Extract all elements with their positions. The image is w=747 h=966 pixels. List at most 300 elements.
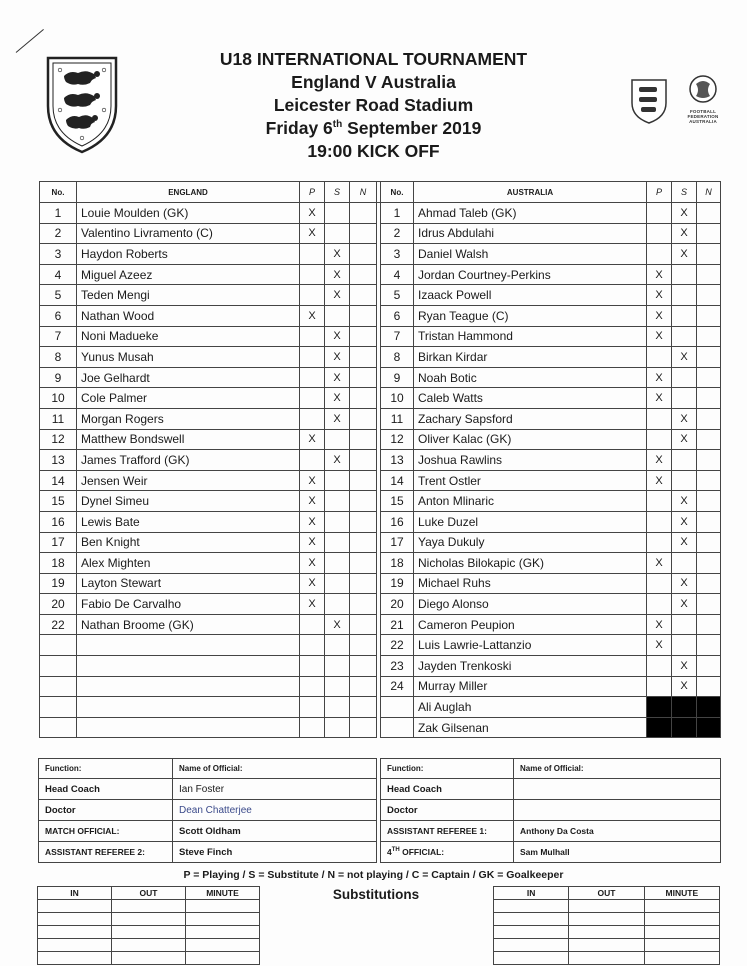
squad-row — [40, 717, 721, 738]
australia-substitute-mark: X — [672, 408, 697, 429]
england-player-number — [40, 635, 77, 656]
australia-player-name: Izaack Powell — [414, 285, 647, 306]
england-not-playing-mark — [350, 656, 377, 677]
england-player-number: 17 — [40, 532, 77, 553]
squad-row — [40, 553, 721, 574]
australia-playing-mark — [647, 223, 672, 244]
england-substitute-mark — [325, 429, 350, 450]
australia-player-number: 21 — [381, 614, 414, 635]
england-playing-mark — [300, 388, 325, 409]
australia-not-playing-mark — [697, 367, 721, 388]
australia-not-playing-mark — [697, 573, 721, 594]
england-player-name: Joe Gelhardt — [77, 367, 300, 388]
australia-playing-mark: X — [647, 388, 672, 409]
england-not-playing-mark — [350, 223, 377, 244]
australia-player-number: 4 — [381, 264, 414, 285]
subs-in-label: IN — [38, 887, 112, 900]
australia-player-name: Oliver Kalac (GK) — [414, 429, 647, 450]
official-function: Head Coach — [381, 779, 514, 800]
australia-not-playing-mark — [697, 697, 721, 718]
england-player-number — [40, 656, 77, 677]
australia-player-name: Diego Alonso — [414, 594, 647, 615]
australia-not-playing-mark — [697, 553, 721, 574]
australia-substitute-mark: X — [672, 347, 697, 368]
australia-not-playing-mark — [697, 676, 721, 697]
england-substitute-mark — [325, 594, 350, 615]
england-playing-mark: X — [300, 305, 325, 326]
england-player-name — [77, 656, 300, 677]
australia-player-number — [381, 717, 414, 738]
col-n-england: N — [350, 182, 377, 203]
england-player-number: 5 — [40, 285, 77, 306]
subs-out-label: OUT — [569, 887, 644, 900]
england-playing-mark — [300, 367, 325, 388]
australia-playing-mark — [647, 429, 672, 450]
australia-not-playing-mark — [697, 532, 721, 553]
england-not-playing-mark — [350, 326, 377, 347]
england-substitute-mark: X — [325, 408, 350, 429]
england-player-name: Haydon Roberts — [77, 244, 300, 265]
legend-text: P = Playing / S = Substitute / N = not playing / C = Captain / GK = Goalkeeper — [183, 869, 564, 881]
squad-header-row — [40, 182, 721, 203]
australia-substitute-mark — [672, 470, 697, 491]
australia-player-number: 11 — [381, 408, 414, 429]
australia-player-name: Ali Auglah — [414, 697, 647, 718]
australia-player-name: Birkan Kirdar — [414, 347, 647, 368]
england-substitute-mark — [325, 553, 350, 574]
england-playing-mark — [300, 717, 325, 738]
australia-substitute-mark — [672, 305, 697, 326]
australia-substitute-mark — [672, 697, 697, 718]
england-playing-mark: X — [300, 470, 325, 491]
england-player-number: 9 — [40, 367, 77, 388]
england-substitute-mark: X — [325, 450, 350, 471]
england-substitute-mark: X — [325, 264, 350, 285]
england-player-number: 6 — [40, 305, 77, 326]
australia-player-number: 23 — [381, 656, 414, 677]
squad-row — [40, 697, 721, 718]
england-player-name: Noni Madueke — [77, 326, 300, 347]
squad-row — [40, 244, 721, 265]
australia-player-name: Jordan Courtney-Perkins — [414, 264, 647, 285]
england-playing-mark — [300, 244, 325, 265]
england-playing-mark — [300, 264, 325, 285]
australia-player-name: Joshua Rawlins — [414, 450, 647, 471]
england-not-playing-mark — [350, 511, 377, 532]
england-not-playing-mark — [350, 367, 377, 388]
australia-player-number: 8 — [381, 347, 414, 368]
england-playing-mark — [300, 614, 325, 635]
australia-player-name: Luke Duzel — [414, 511, 647, 532]
col-s-australia: S — [672, 182, 697, 203]
england-not-playing-mark — [350, 408, 377, 429]
england-substitute-mark — [325, 305, 350, 326]
australia-playing-mark — [647, 511, 672, 532]
australia-substitute-mark — [672, 553, 697, 574]
australia-playing-mark — [647, 717, 672, 738]
england-player-number — [40, 676, 77, 697]
england-player-number: 12 — [40, 429, 77, 450]
col-p-australia: P — [647, 182, 672, 203]
england-player-name: James Trafford (GK) — [77, 450, 300, 471]
england-player-number: 2 — [40, 223, 77, 244]
australia-substitute-mark — [672, 450, 697, 471]
fixture-title: England V Australia — [291, 72, 456, 92]
england-not-playing-mark — [350, 429, 377, 450]
england-not-playing-mark — [350, 697, 377, 718]
england-not-playing-mark — [350, 450, 377, 471]
australia-substitute-mark: X — [672, 532, 697, 553]
squad-row — [40, 470, 721, 491]
squad-row — [40, 511, 721, 532]
australia-not-playing-mark — [697, 326, 721, 347]
australia-player-name: Anton Mlinaric — [414, 491, 647, 512]
england-substitute-mark — [325, 573, 350, 594]
australia-substitute-mark: X — [672, 223, 697, 244]
australia-player-name: Tristan Hammond — [414, 326, 647, 347]
england-player-number: 16 — [40, 511, 77, 532]
england-substitute-mark — [325, 511, 350, 532]
official-name — [514, 779, 721, 800]
england-player-name: Nathan Wood — [77, 305, 300, 326]
england-not-playing-mark — [350, 614, 377, 635]
australia-playing-mark — [647, 491, 672, 512]
squad-row — [40, 450, 721, 471]
official-name-label: Name of Official: — [173, 759, 377, 779]
col-n-australia: N — [697, 182, 721, 203]
australia-substitute-mark: X — [672, 656, 697, 677]
australia-playing-mark: X — [647, 635, 672, 656]
australia-playing-mark: X — [647, 264, 672, 285]
england-not-playing-mark — [350, 635, 377, 656]
england-substitute-mark — [325, 717, 350, 738]
col-england: ENGLAND — [77, 182, 300, 203]
england-substitute-mark — [325, 656, 350, 677]
england-player-number: 8 — [40, 347, 77, 368]
england-player-name — [77, 635, 300, 656]
england-player-name: Louie Moulden (GK) — [77, 203, 300, 224]
australia-player-number — [381, 697, 414, 718]
squad-row — [40, 429, 721, 450]
australia-player-number: 15 — [381, 491, 414, 512]
subs-out-label: OUT — [112, 887, 186, 900]
subs-in-label: IN — [494, 887, 569, 900]
australia-player-number: 14 — [381, 470, 414, 491]
england-playing-mark: X — [300, 223, 325, 244]
england-playing-mark: X — [300, 429, 325, 450]
australia-playing-mark — [647, 697, 672, 718]
england-not-playing-mark — [350, 388, 377, 409]
england-not-playing-mark — [350, 491, 377, 512]
england-player-name: Lewis Bate — [77, 511, 300, 532]
squad-row — [40, 347, 721, 368]
australia-playing-mark: X — [647, 305, 672, 326]
official-name: Dean Chatterjee — [173, 800, 377, 821]
australia-player-name: Zak Gilsenan — [414, 717, 647, 738]
england-substitute-mark: X — [325, 388, 350, 409]
australia-player-name: Ahmad Taleb (GK) — [414, 203, 647, 224]
australia-playing-mark: X — [647, 614, 672, 635]
col-no-australia: No. — [381, 182, 414, 203]
australia-playing-mark: X — [647, 470, 672, 491]
england-not-playing-mark — [350, 305, 377, 326]
england-player-number: 13 — [40, 450, 77, 471]
australia-player-number: 6 — [381, 305, 414, 326]
australia-player-number: 17 — [381, 532, 414, 553]
england-player-name: Miguel Azeez — [77, 264, 300, 285]
squad-row — [40, 635, 721, 656]
australia-substitute-mark: X — [672, 244, 697, 265]
england-not-playing-mark — [350, 203, 377, 224]
match-date: Friday 6th September 2019 — [265, 118, 482, 138]
officials-label-row — [39, 759, 721, 779]
australia-substitute-mark — [672, 635, 697, 656]
australia-not-playing-mark — [697, 470, 721, 491]
england-player-name — [77, 676, 300, 697]
subs-header-row — [38, 887, 260, 900]
england-player-name: Nathan Broome (GK) — [77, 614, 300, 635]
england-player-number: 14 — [40, 470, 77, 491]
england-playing-mark — [300, 326, 325, 347]
ffa-ball-icon — [688, 74, 718, 104]
england-playing-mark: X — [300, 573, 325, 594]
official-name: Ian Foster — [173, 779, 377, 800]
australia-player-name: Daniel Walsh — [414, 244, 647, 265]
australia-substitute-mark: X — [672, 429, 697, 450]
australia-playing-mark — [647, 408, 672, 429]
england-playing-mark — [300, 697, 325, 718]
australia-substitute-mark: X — [672, 491, 697, 512]
england-substitute-mark — [325, 491, 350, 512]
squad-row — [40, 367, 721, 388]
squad-row — [40, 285, 721, 306]
england-not-playing-mark — [350, 717, 377, 738]
england-player-name: Dynel Simeu — [77, 491, 300, 512]
england-player-number: 10 — [40, 388, 77, 409]
col-p-england: P — [300, 182, 325, 203]
australia-player-number: 12 — [381, 429, 414, 450]
australia-substitute-mark — [672, 388, 697, 409]
england-not-playing-mark — [350, 532, 377, 553]
squad-row — [40, 203, 721, 224]
england-player-name — [77, 717, 300, 738]
australia-not-playing-mark — [697, 491, 721, 512]
australia-player-name: Yaya Dukuly — [414, 532, 647, 553]
england-player-name: Layton Stewart — [77, 573, 300, 594]
australia-playing-mark — [647, 676, 672, 697]
australia-not-playing-mark — [697, 347, 721, 368]
official-function: ASSISTANT REFEREE 1: — [381, 821, 514, 842]
col-s-england: S — [325, 182, 350, 203]
england-not-playing-mark — [350, 573, 377, 594]
officials-row — [39, 821, 721, 842]
australia-not-playing-mark — [697, 408, 721, 429]
england-playing-mark: X — [300, 511, 325, 532]
england-playing-mark: X — [300, 553, 325, 574]
australia-player-name: Ryan Teague (C) — [414, 305, 647, 326]
australia-player-name: Jayden Trenkoski — [414, 656, 647, 677]
squad-row — [40, 264, 721, 285]
squad-row — [40, 305, 721, 326]
official-name: Scott Oldham — [173, 821, 377, 842]
england-not-playing-mark — [350, 676, 377, 697]
england-player-name: Fabio De Carvalho — [77, 594, 300, 615]
official-name — [514, 800, 721, 821]
australia-substitute-mark: X — [672, 573, 697, 594]
england-player-number: 18 — [40, 553, 77, 574]
australia-player-name: Trent Ostler — [414, 470, 647, 491]
australia-player-number: 9 — [381, 367, 414, 388]
official-name-label: Name of Official: — [514, 759, 721, 779]
england-playing-mark — [300, 408, 325, 429]
subs-minute-label: MINUTE — [644, 887, 719, 900]
australia-not-playing-mark — [697, 656, 721, 677]
official-function: 4TH OFFICIAL: — [381, 842, 514, 863]
official-function: ASSISTANT REFEREE 2: — [39, 842, 173, 863]
england-player-name: Valentino Livramento (C) — [77, 223, 300, 244]
function-label: Function: — [39, 759, 173, 779]
squad-row — [40, 326, 721, 347]
official-function: Head Coach — [39, 779, 173, 800]
england-player-number — [40, 697, 77, 718]
england-player-number: 20 — [40, 594, 77, 615]
official-function: MATCH OFFICIAL: — [39, 821, 173, 842]
australia-substitute-mark: X — [672, 676, 697, 697]
col-australia: AUSTRALIA — [414, 182, 647, 203]
england-player-number: 7 — [40, 326, 77, 347]
australia-not-playing-mark — [697, 594, 721, 615]
squad-row — [40, 594, 721, 615]
england-substitute-mark — [325, 532, 350, 553]
england-playing-mark: X — [300, 594, 325, 615]
squad-row — [40, 223, 721, 244]
australia-playing-mark — [647, 594, 672, 615]
australia-not-playing-mark — [697, 285, 721, 306]
australia-substitute-mark — [672, 367, 697, 388]
australia-player-number: 19 — [381, 573, 414, 594]
australia-not-playing-mark — [697, 429, 721, 450]
england-player-name: Alex Mighten — [77, 553, 300, 574]
england-player-name: Teden Mengi — [77, 285, 300, 306]
australia-player-name: Cameron Peupion — [414, 614, 647, 635]
squad-row — [40, 408, 721, 429]
england-playing-mark — [300, 347, 325, 368]
football-federation-australia-logo: FOOTBALL FEDERATION AUSTRALIA — [678, 74, 728, 130]
england-player-number: 3 — [40, 244, 77, 265]
australia-not-playing-mark — [697, 244, 721, 265]
australia-player-number: 20 — [381, 594, 414, 615]
england-player-number: 11 — [40, 408, 77, 429]
function-label: Function: — [381, 759, 514, 779]
england-player-name: Cole Palmer — [77, 388, 300, 409]
england-substitute-mark: X — [325, 614, 350, 635]
australia-substitute-mark: X — [672, 203, 697, 224]
australia-not-playing-mark — [697, 388, 721, 409]
england-substitute-mark — [325, 697, 350, 718]
australia-substitute-mark — [672, 717, 697, 738]
squad-table — [39, 181, 721, 738]
england-substitute-mark — [325, 223, 350, 244]
england-playing-mark — [300, 656, 325, 677]
australia-playing-mark — [647, 244, 672, 265]
australia-substitute-mark — [672, 264, 697, 285]
england-player-number: 15 — [40, 491, 77, 512]
england-player-name — [77, 697, 300, 718]
australia-player-name: Noah Botic — [414, 367, 647, 388]
australia-not-playing-mark — [697, 635, 721, 656]
england-not-playing-mark — [350, 285, 377, 306]
england-substitute-mark — [325, 470, 350, 491]
australia-player-number: 18 — [381, 553, 414, 574]
australia-player-number: 5 — [381, 285, 414, 306]
official-name: Steve Finch — [173, 842, 377, 863]
officials-row — [39, 779, 721, 800]
australia-player-name: Zachary Sapsford — [414, 408, 647, 429]
col-no-england: No. — [40, 182, 77, 203]
australia-not-playing-mark — [697, 450, 721, 471]
england-playing-mark — [300, 285, 325, 306]
australia-not-playing-mark — [697, 717, 721, 738]
australia-player-name: Idrus Abdulahi — [414, 223, 647, 244]
england-not-playing-mark — [350, 264, 377, 285]
squad-row — [40, 388, 721, 409]
squad-row — [40, 532, 721, 553]
substitutions-title: Substitutions — [332, 887, 420, 902]
australia-player-name: Luis Lawrie-Lattanzio — [414, 635, 647, 656]
england-crest-small-logo — [629, 77, 669, 125]
australia-playing-mark: X — [647, 285, 672, 306]
england-player-name: Morgan Rogers — [77, 408, 300, 429]
australia-substitute-mark — [672, 326, 697, 347]
squad-row — [40, 676, 721, 697]
australia-player-number: 22 — [381, 635, 414, 656]
england-playing-mark: X — [300, 203, 325, 224]
tournament-title: U18 INTERNATIONAL TOURNAMENT — [219, 49, 528, 69]
official-name: Anthony Da Costa — [514, 821, 721, 842]
australia-player-number: 10 — [381, 388, 414, 409]
england-not-playing-mark — [350, 244, 377, 265]
australia-not-playing-mark — [697, 511, 721, 532]
australia-playing-mark — [647, 656, 672, 677]
australia-player-name: Nicholas Bilokapic (GK) — [414, 553, 647, 574]
australia-player-number: 3 — [381, 244, 414, 265]
australia-playing-mark — [647, 532, 672, 553]
england-not-playing-mark — [350, 470, 377, 491]
officials-row — [39, 842, 721, 863]
australia-not-playing-mark — [697, 223, 721, 244]
england-player-number: 4 — [40, 264, 77, 285]
official-name: Sam Mulhall — [514, 842, 721, 863]
england-playing-mark — [300, 676, 325, 697]
officials-row — [39, 800, 721, 821]
england-substitute-mark — [325, 203, 350, 224]
england-player-name: Jensen Weir — [77, 470, 300, 491]
australia-player-number: 13 — [381, 450, 414, 471]
england-not-playing-mark — [350, 594, 377, 615]
australia-player-name: Michael Ruhs — [414, 573, 647, 594]
australia-player-number: 2 — [381, 223, 414, 244]
england-substitute-mark: X — [325, 347, 350, 368]
england-player-name: Matthew Bondswell — [77, 429, 300, 450]
england-substitute-mark — [325, 635, 350, 656]
england-substitute-mark: X — [325, 326, 350, 347]
australia-player-name: Murray Miller — [414, 676, 647, 697]
squad-row — [40, 573, 721, 594]
substitutions-table-england — [37, 886, 260, 965]
australia-playing-mark: X — [647, 450, 672, 471]
australia-player-name: Caleb Watts — [414, 388, 647, 409]
squad-row — [40, 491, 721, 512]
